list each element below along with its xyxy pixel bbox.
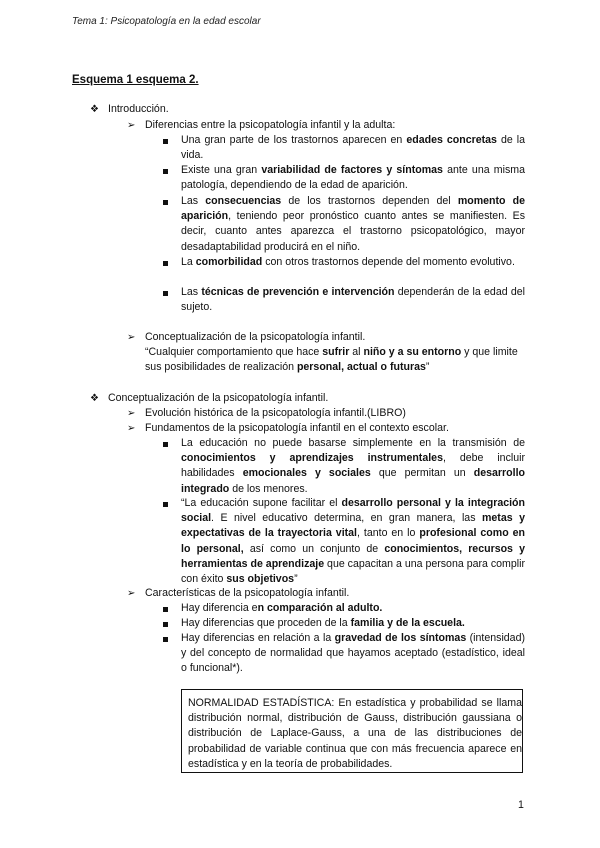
list-item: La comorbilidad con otros trastornos depende del momento evolutivo.	[181, 256, 515, 268]
square-bullet-icon	[163, 200, 168, 205]
subsection-evolucion: Evolución histórica de la psicopatología infantil.(LIBRO)	[145, 407, 406, 419]
diamond-bullet-icon: ❖	[90, 104, 99, 115]
list-item: “La educación supone facilitar el desarrollo personal y la integración social. E nivel educativo determina, en gran manera, las metas y expectativas de la trayectoria vital, tanto en lo profesional como en lo personal, así como un conjunto de conocimientos, recursos y herramientas de aprendizaje que capacitan a una persona para complir con éxito sus objetivos”	[181, 497, 525, 586]
arrow-bullet-icon: ➢	[127, 408, 136, 419]
square-bullet-icon	[163, 139, 168, 144]
arrow-bullet-icon: ➢	[127, 423, 136, 434]
subsection-caracteristicas: Características de la psicopatología infantil.	[145, 587, 350, 599]
square-bullet-icon	[163, 291, 168, 296]
arrow-bullet-icon: ➢	[127, 332, 136, 343]
list-item: Existe una gran variabilidad de factores y síntomas ante una misma patología, dependiendo de la edad de aparición.	[181, 164, 525, 192]
list-item: Hay diferencia en comparación al adulto.	[181, 602, 383, 614]
page-number: 1	[518, 799, 524, 811]
arrow-bullet-icon: ➢	[127, 120, 136, 131]
page-header: Tema 1: Psicopatología en la edad escolar	[72, 16, 261, 27]
square-bullet-icon	[163, 637, 168, 642]
list-item: Las técnicas de prevención e intervención dependerán de la edad del sujeto.	[181, 286, 525, 314]
definition-box-text: NORMALIDAD ESTADÍSTICA: En estadística y probabilidad se llama distribución normal, distribución de Gauss, distribución gaussiana o distribución de Laplace-Gauss, a una de las distribuciones de probabilidad de variable continua que con más frecuencia aparece en estadística y en la teoría de probabilidades.	[188, 697, 522, 770]
square-bullet-icon	[163, 169, 168, 174]
list-item: Las consecuencias de los trastornos dependen del momento de aparición, teniendo peor pronóstico cuanto antes se manifiesten. Es decir, cuanto antes aparezca el trastorno psicopatológico, mayor desadaptabilidad producirá en el niño.	[181, 195, 525, 253]
square-bullet-icon	[163, 442, 168, 447]
section-introduccion: Introducción.	[108, 103, 169, 115]
subsection-diferencias: Diferencias entre la psicopatología infantil y la adulta:	[145, 119, 396, 131]
arrow-bullet-icon: ➢	[127, 588, 136, 599]
page-title: Esquema 1 esquema 2.	[72, 74, 199, 86]
subsection-fundamentos: Fundamentos de la psicopatología infantil en el contexto escolar.	[145, 422, 449, 434]
list-item: Hay diferencias que proceden de la familia y de la escuela.	[181, 617, 465, 629]
subsection-conceptualizacion: Conceptualización de la psicopatología infantil.	[145, 331, 366, 343]
diamond-bullet-icon: ❖	[90, 393, 99, 404]
square-bullet-icon	[163, 622, 168, 627]
list-item: Hay diferencias en relación a la gravedad de los síntomas (intensidad) y del concepto de normalidad que hayamos aceptado (estadístico, ideal o funcional*).	[181, 632, 525, 675]
section-conceptualizacion: Conceptualización de la psicopatología infantil.	[108, 392, 329, 404]
quote: “Cualquier comportamiento que hace sufrir al niño y a su entorno y que limite sus posibilidades de realización personal, actual o futuras”	[145, 346, 518, 374]
square-bullet-icon	[163, 261, 168, 266]
square-bullet-icon	[163, 607, 168, 612]
list-item: Una gran parte de los trastornos aparecen en edades concretas de la vida.	[181, 134, 526, 162]
list-item: La educación no puede basarse simplemente en la transmisión de conocimientos y aprendizajes instrumentales, debe incluir habilidades emocionales y sociales que permitan un desarrollo integrado de los menores.	[181, 437, 525, 495]
square-bullet-icon	[163, 502, 168, 507]
